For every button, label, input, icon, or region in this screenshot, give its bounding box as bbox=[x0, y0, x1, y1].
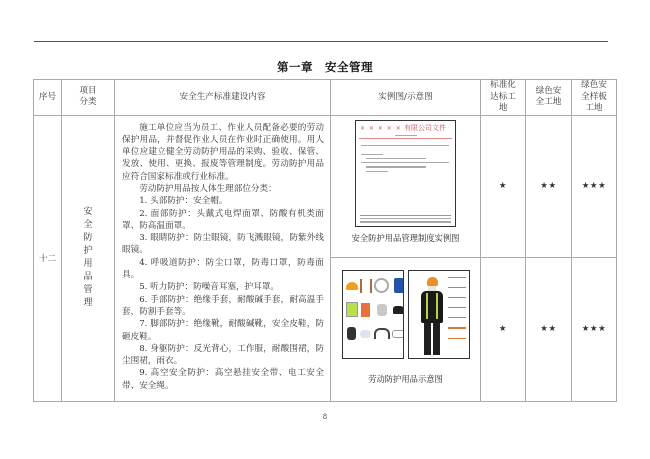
ppe-illustration bbox=[331, 270, 480, 359]
helmet-icon bbox=[346, 275, 358, 297]
document-footer bbox=[360, 215, 451, 222]
example-cell-ppe bbox=[331, 257, 481, 401]
document-ref-line bbox=[356, 135, 455, 136]
reflective-vest-icon bbox=[346, 299, 358, 321]
header-standard-site bbox=[481, 80, 526, 116]
chapter-number: 第一章 bbox=[277, 60, 313, 74]
content-paragraph: 9. 高空安全防护：高空悬挂安全带、电工安全带、安全绳。 bbox=[122, 368, 324, 391]
row-category bbox=[62, 115, 115, 401]
example-cell-policy bbox=[331, 115, 481, 257]
document-red-divider bbox=[359, 138, 452, 139]
work-clothes-icon bbox=[392, 275, 404, 297]
chapter-title bbox=[0, 59, 650, 75]
content-paragraph: 7. 脚部防护：绝缘靴，耐酸碱靴，安全皮鞋，防砸皮鞋。 bbox=[122, 319, 324, 342]
table-row bbox=[34, 115, 617, 257]
row-content bbox=[115, 115, 331, 401]
orange-vest-icon bbox=[360, 299, 372, 321]
row-seq: 十二 bbox=[34, 115, 62, 401]
document-header-title: 有限公司文件 bbox=[404, 123, 446, 132]
header-content: 安全生产标准建设内容 bbox=[115, 80, 331, 116]
document-header-marks: × × × × × bbox=[360, 124, 402, 132]
welding-mask-icon bbox=[346, 323, 358, 345]
worker-figure bbox=[421, 277, 443, 355]
stars-green-model-site: ★★★ bbox=[572, 257, 617, 401]
stars-green-site: ★★ bbox=[526, 257, 572, 401]
safety-boots-icon bbox=[392, 299, 404, 321]
document-text-line bbox=[366, 166, 426, 167]
stars-standard-site: ★ bbox=[481, 115, 526, 257]
stars-green-site: ★★ bbox=[526, 115, 572, 257]
worker-equipment-labels bbox=[448, 277, 466, 348]
content-paragraph: 8. 身躯防护：反光背心，工作服，耐酸围裙，防尘围裙，雨衣。 bbox=[122, 343, 324, 367]
header-standard-site-label: 标准化达标工地 bbox=[490, 80, 516, 113]
policy-image-caption: 安全防护用品管理制度实例图 bbox=[351, 232, 460, 243]
ppe-equipment-panel bbox=[342, 270, 404, 359]
gloves-icon bbox=[374, 299, 390, 321]
document-header bbox=[356, 121, 455, 133]
document-text-line bbox=[366, 171, 388, 172]
header-green-site bbox=[526, 80, 572, 116]
header-category-label: 项目分类 bbox=[79, 85, 97, 108]
document-text-line bbox=[361, 162, 449, 163]
ppe-image-caption: 劳动防护用品示意图 bbox=[368, 373, 443, 384]
chapter-name: 安全管理 bbox=[325, 60, 373, 74]
policy-document-image bbox=[355, 120, 456, 227]
stars-green-model-site: ★★★ bbox=[572, 115, 617, 257]
stars-standard-site: ★ bbox=[481, 257, 526, 401]
page-number: 8 bbox=[322, 413, 328, 421]
content-paragraph: 2. 面部防护：头戴式电焊面罩、防酸有机类面罩、防高温面罩。 bbox=[122, 208, 324, 231]
standards-table bbox=[33, 79, 617, 402]
content-paragraph: 施工单位应当为员工、作业人员配备必要的劳动保护用品，并督促作业人员在作业时正确使用。用人单位应建立健全劳动防护用品的采购、验收、保管、发放、使用、更换、报废等管理制度。劳动防护用品应符合国家标准或行业标准。 bbox=[122, 122, 324, 182]
content-paragraph: 劳动防护用品按人体生理部位分类： bbox=[139, 183, 277, 194]
header-seq: 序号 bbox=[34, 80, 62, 116]
rope-icon bbox=[374, 275, 390, 297]
goggles-icon bbox=[392, 323, 404, 345]
document-text-line bbox=[361, 154, 383, 155]
document-text-line bbox=[366, 158, 426, 159]
safety-harness-icon bbox=[360, 275, 372, 297]
header-rule bbox=[34, 41, 608, 42]
header-category bbox=[62, 80, 115, 116]
ppe-worker-panel bbox=[408, 270, 470, 359]
row-category-text: 安全防护用品管理 bbox=[83, 207, 93, 308]
header-green-model-site bbox=[572, 80, 617, 116]
dust-mask-icon bbox=[360, 323, 372, 345]
content-paragraph: 6. 手部防护：绝缘手套，耐酸碱手套，耐高温手套，防割手套等。 bbox=[122, 294, 324, 317]
document-text-line bbox=[361, 145, 449, 146]
header-green-model-site-label: 绿色安全样板工地 bbox=[581, 80, 607, 113]
header-green-site-label: 绿色安全工地 bbox=[535, 85, 562, 108]
table-header-row bbox=[34, 80, 617, 116]
ear-muffs-icon bbox=[374, 323, 390, 345]
content-paragraph: 5. 听力防护：防噪音耳塞，护耳罩。 bbox=[139, 282, 280, 293]
header-example: 实例图/示意图 bbox=[331, 80, 481, 116]
content-paragraph: 4. 呼吸道防护：防尘口罩，防毒口罩，防毒面具。 bbox=[122, 257, 324, 281]
content-paragraph: 1. 头部防护：安全帽。 bbox=[139, 196, 228, 207]
content-paragraph: 3. 眼睛防护：防尘眼镜，防飞溅眼镜，防紫外线眼镜。 bbox=[122, 233, 324, 256]
